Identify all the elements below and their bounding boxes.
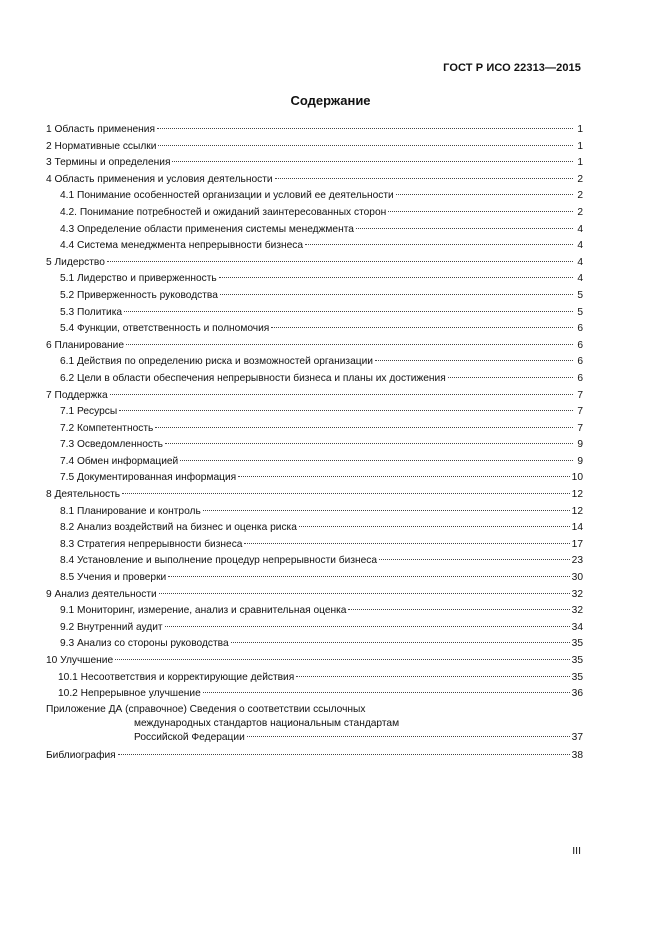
toc-page-number: 7: [577, 389, 583, 401]
toc-entry[interactable]: [46, 255, 583, 272]
toc-entry[interactable]: [46, 321, 583, 338]
toc-entry[interactable]: [46, 636, 583, 653]
toc-entry-label: 8 Деятельность: [46, 489, 121, 501]
toc-leader-dots: [165, 625, 570, 627]
page-number: III: [572, 845, 581, 857]
toc-page-number: 30: [571, 572, 583, 584]
toc-page-number: 5: [577, 306, 583, 318]
toc-entry[interactable]: [46, 305, 583, 322]
toc-entry-label: 4.2. Понимание потребностей и ожиданий заинтересованных сторон: [60, 206, 387, 218]
toc-entry[interactable]: [46, 603, 583, 620]
toc-bibliography-entry[interactable]: [46, 748, 583, 765]
toc-entry[interactable]: [46, 670, 583, 687]
toc-page-number: 5: [577, 289, 583, 301]
toc-entry-label: 5 Лидерство: [46, 256, 105, 268]
toc-entry[interactable]: [46, 354, 583, 371]
toc-leader-dots: [115, 658, 570, 660]
toc-leader-dots: [159, 592, 570, 594]
toc-page-number: 12: [571, 489, 583, 501]
toc-entry-label: 6.1 Действия по определению риска и возможностей организации: [60, 356, 373, 368]
toc-entry-label: 8.3 Стратегия непрерывности бизнеса: [60, 538, 243, 550]
toc-entry[interactable]: [46, 338, 583, 355]
toc-page-number: 14: [571, 522, 583, 534]
toc-entry-label: 10 Улучшение: [46, 655, 114, 666]
toc-leader-dots: [388, 210, 573, 212]
toc-page-number: 34: [571, 621, 583, 633]
toc-leader-dots: [220, 293, 573, 295]
toc-leader-dots: [244, 542, 569, 544]
toc-leader-dots: [124, 310, 573, 312]
appendix-line-3: Российской Федерации: [134, 731, 245, 743]
toc-entry[interactable]: [46, 271, 583, 288]
toc-page-number: 4: [577, 273, 583, 285]
toc-entry[interactable]: [46, 454, 583, 471]
appendix-line-3-row: [46, 731, 583, 745]
table-of-contents: [46, 122, 583, 764]
toc-entry[interactable]: [46, 404, 583, 421]
toc-appendix-entry[interactable]: [46, 703, 583, 745]
appendix-line-2: международных стандартов национальным стандартам: [134, 717, 400, 729]
appendix-line-1: Приложение ДА (справочное) Сведения о соответствии ссылочных: [46, 703, 366, 715]
toc-page-number: 23: [571, 555, 583, 567]
toc-leader-dots: [203, 509, 570, 511]
toc-leader-dots: [299, 525, 570, 527]
toc-entry-label: 9 Анализ деятельности: [46, 588, 157, 600]
toc-entry-label: 5.3 Политика: [60, 306, 123, 318]
toc-leader-dots: [119, 409, 573, 411]
toc-page-number: 32: [571, 605, 583, 617]
toc-entry[interactable]: [46, 504, 583, 521]
toc-page-number: 6: [577, 339, 583, 351]
toc-entry[interactable]: [46, 587, 583, 604]
toc-entry[interactable]: [46, 155, 583, 172]
toc-leader-dots: [375, 359, 573, 361]
toc-entry-label: 9.2 Внутренний аудит: [60, 621, 163, 633]
toc-entry-label: 5.4 Функции, ответственность и полномочия: [60, 323, 270, 335]
toc-page-number: 12: [571, 505, 583, 517]
toc-page-number: 2: [577, 190, 583, 202]
toc-page-number: 32: [571, 588, 583, 600]
toc-page-number: 9: [577, 439, 583, 451]
toc-entry[interactable]: [46, 470, 583, 487]
toc-page-number: 6: [577, 356, 583, 368]
toc-leader-dots: [107, 260, 573, 262]
toc-entry-label: 5.2 Приверженность руководства: [60, 289, 218, 301]
toc-leader-dots: [158, 144, 573, 146]
toc-leader-dots: [247, 735, 570, 737]
toc-leader-dots: [271, 326, 573, 328]
toc-entry-label: 4.3 Определение области применения системы менеджмента: [60, 223, 354, 235]
toc-entry[interactable]: [46, 222, 583, 239]
toc-leader-dots: [379, 558, 570, 560]
toc-leader-dots: [348, 608, 569, 610]
toc-leader-dots: [172, 160, 573, 162]
toc-leader-dots: [110, 393, 573, 395]
toc-entry[interactable]: [46, 520, 583, 537]
toc-page-number: 17: [571, 538, 583, 550]
toc-entry[interactable]: [46, 288, 583, 305]
toc-page-number: 2: [577, 173, 583, 185]
toc-page-number: 2: [577, 206, 583, 218]
toc-page-number: 9: [577, 455, 583, 467]
toc-entry-label: 4 Область применения и условия деятельности: [46, 173, 273, 185]
toc-page-number: 1: [577, 140, 583, 152]
toc-leader-dots: [157, 127, 573, 129]
toc-page-number: 4: [577, 256, 583, 268]
toc-entry[interactable]: [46, 188, 583, 205]
toc-page-number: 35: [571, 671, 583, 683]
toc-leader-dots: [168, 575, 569, 577]
toc-entry-label: 10.1 Несоответствия и корректирующие действия: [58, 671, 295, 683]
toc-entry[interactable]: [46, 553, 583, 570]
toc-entry[interactable]: [46, 205, 583, 222]
toc-entry-label: 7.1 Ресурсы: [60, 406, 118, 418]
toc-entry-label: 7.4 Обмен информацией: [60, 455, 179, 467]
toc-entries: [46, 122, 583, 703]
toc-entry-label: 7.2 Компетентность: [60, 422, 154, 434]
toc-entry-label: Библиография: [46, 749, 116, 761]
toc-entry[interactable]: [46, 653, 583, 670]
toc-leader-dots: [275, 177, 573, 179]
toc-entry-label: 8.4 Установление и выполнение процедур непрерывности бизнеса: [60, 555, 378, 567]
toc-page-number: 1: [577, 157, 583, 169]
toc-entry[interactable]: [46, 122, 583, 139]
toc-entry-label: 8.5 Учения и проверки: [60, 572, 167, 584]
toc-leader-dots: [126, 343, 573, 345]
toc-leader-dots: [238, 475, 569, 477]
toc-leader-dots: [396, 193, 573, 195]
toc-page-number: 38: [571, 749, 583, 761]
toc-page-number: 7: [577, 422, 583, 434]
toc-leader-dots: [356, 227, 573, 229]
toc-entry-label: 1 Область применения: [46, 124, 155, 135]
toc-entry-label: 8.2 Анализ воздействий на бизнес и оценка риска: [60, 522, 297, 534]
toc-page-number: 37: [571, 731, 583, 743]
toc-entry-label: 6.2 Цели в области обеспечения непрерывности бизнеса и планы их достижения: [60, 372, 446, 384]
toc-leader-dots: [155, 426, 573, 428]
toc-page-number: 6: [577, 372, 583, 384]
toc-page-number: 10: [571, 472, 583, 484]
page-title: Содержание: [290, 93, 371, 108]
toc-entry[interactable]: [46, 620, 583, 637]
toc-entry[interactable]: [46, 537, 583, 554]
toc-entry[interactable]: [46, 172, 583, 189]
toc-leader-dots: [180, 459, 573, 461]
toc-page-number: 4: [577, 223, 583, 235]
toc-entry[interactable]: [46, 686, 583, 703]
toc-entry-label: 9.3 Анализ со стороны руководства: [60, 638, 229, 650]
toc-entry[interactable]: [46, 487, 583, 504]
toc-leader-dots: [231, 641, 570, 643]
toc-entry-label: 9.1 Мониторинг, измерение, анализ и сравнительная оценка: [60, 605, 347, 617]
toc-entry-label: 10.2 Непрерывное улучшение: [58, 688, 201, 700]
toc-page-number: 1: [577, 124, 583, 135]
toc-entry[interactable]: [46, 421, 583, 438]
toc-entry[interactable]: [46, 139, 583, 156]
toc-leader-dots: [122, 492, 570, 494]
toc-entry-label: 4.4 Система менеджмента непрерывности бизнеса: [60, 240, 304, 252]
toc-entry[interactable]: [46, 570, 583, 587]
toc-leader-dots: [305, 243, 573, 245]
toc-leader-dots: [219, 276, 573, 278]
toc-entry-label: 4.1 Понимание особенностей организации и условий ее деятельности: [60, 190, 394, 202]
toc-entry-label: 7.3 Осведомленность: [60, 439, 163, 451]
toc-page-number: 36: [571, 688, 583, 700]
toc-entry-label: 7.5 Документированная информация: [60, 472, 237, 484]
toc-entry-label: 7 Поддержка: [46, 389, 108, 401]
toc-page-number: 35: [571, 638, 583, 650]
toc-entry-label: 2 Нормативные ссылки: [46, 140, 157, 152]
toc-leader-dots: [203, 691, 570, 693]
toc-entry[interactable]: [46, 437, 583, 454]
toc-entry[interactable]: [46, 388, 583, 405]
document-header: ГОСТ Р ИСО 22313—2015: [443, 62, 581, 74]
toc-leader-dots: [118, 753, 570, 755]
toc-page-number: 7: [577, 406, 583, 418]
toc-page-number: 6: [577, 323, 583, 335]
toc-leader-dots: [448, 376, 573, 378]
toc-entry-label: 8.1 Планирование и контроль: [60, 505, 201, 517]
toc-page-number: 4: [577, 240, 583, 252]
toc-leader-dots: [165, 442, 573, 444]
toc-entry-label: 6 Планирование: [46, 339, 125, 351]
toc-entry[interactable]: [46, 371, 583, 388]
toc-entry-label: 3 Термины и определения: [46, 157, 171, 169]
toc-entry-label: 5.1 Лидерство и приверженность: [60, 273, 217, 285]
toc-page-number: 35: [571, 655, 583, 666]
toc-entry[interactable]: [46, 238, 583, 255]
toc-leader-dots: [296, 675, 569, 677]
